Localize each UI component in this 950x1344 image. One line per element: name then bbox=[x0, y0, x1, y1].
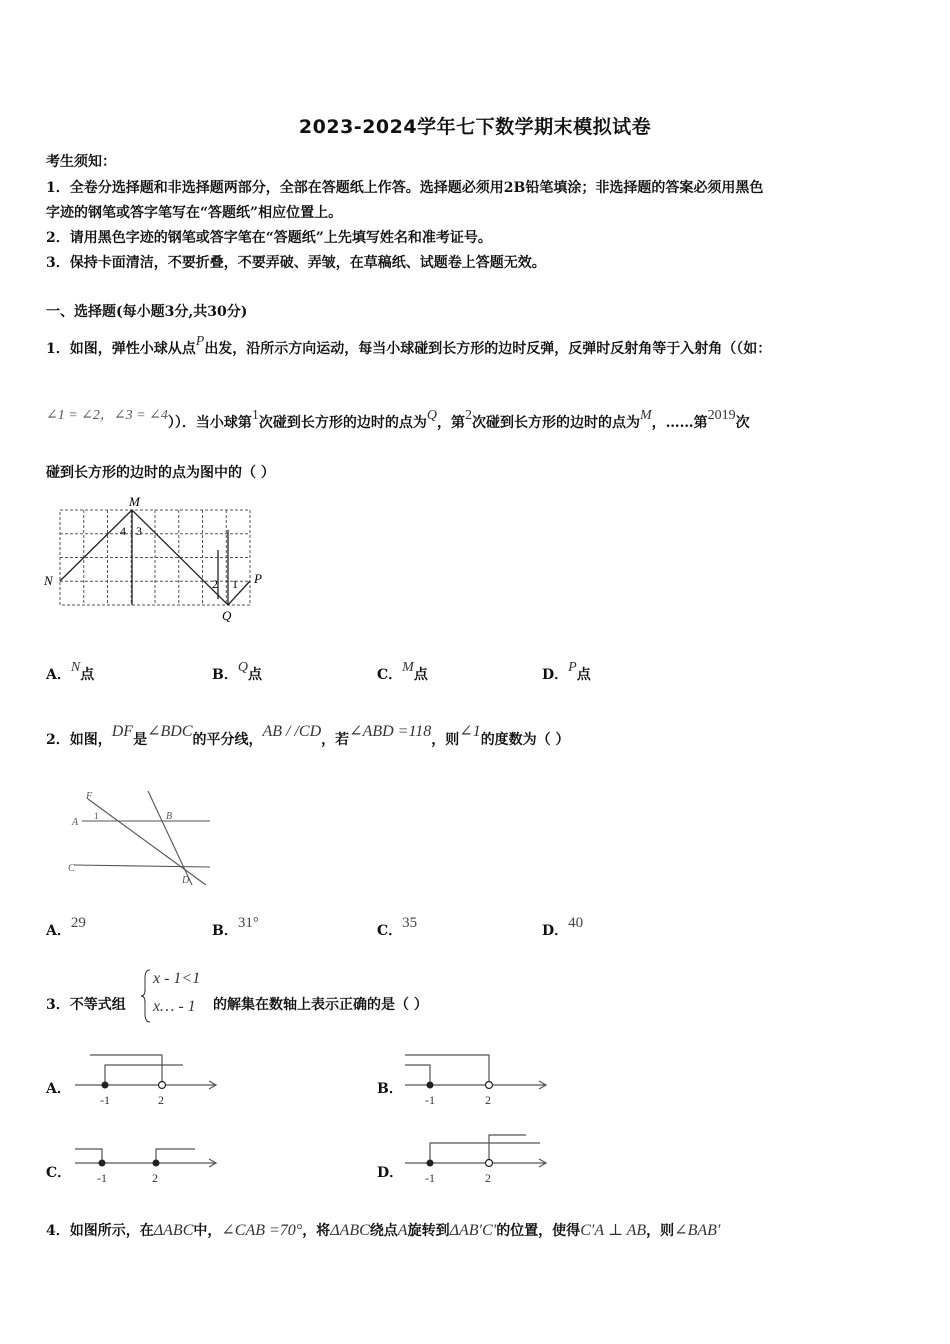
q1-line-2: ∠1 = ∠2，∠3 = ∠4））．当小球第1次碰到长方形的边时的点为Q，第2次碰到长方形的边时的点为M，……第2019次 bbox=[46, 408, 750, 431]
notice-line-3: 2．请用黑色字迹的钢笔或答字笔在“答题纸”上先填写姓名和准考证号。 bbox=[46, 230, 492, 246]
q2-option-a[interactable]: A．29 bbox=[46, 915, 86, 939]
notice-line-1: 1．全卷分选择题和非选择题两部分，全部在答题纸上作答。选择题必须用2B铅笔填涂；非选择题的答案必须用黑色 bbox=[46, 180, 764, 196]
svg-text:-1: -1 bbox=[97, 1171, 107, 1185]
q1-option-a[interactable]: A．N点 bbox=[46, 660, 95, 683]
label-M: M bbox=[129, 494, 140, 509]
q1-line-1: 1．如图，弹性小球从点P出发，沿所示方向运动，每当小球碰到长方形的边时反弹，反弹时反射角等于入射角（（如： bbox=[46, 334, 772, 357]
svg-text:-1: -1 bbox=[425, 1171, 435, 1185]
q2-label-C: C bbox=[68, 863, 75, 874]
angle-2: 2 bbox=[212, 577, 218, 591]
svg-text:2: 2 bbox=[485, 1093, 491, 1107]
q2-figure bbox=[60, 785, 220, 895]
q2-label-A: A bbox=[72, 817, 79, 828]
q3-option-c-label[interactable]: C． bbox=[46, 1165, 72, 1181]
q3-option-d-label[interactable]: D． bbox=[377, 1165, 404, 1181]
q1-option-c[interactable]: C．M点 bbox=[377, 660, 428, 683]
svg-text:-1: -1 bbox=[425, 1093, 435, 1107]
q3-option-a-numberline[interactable] bbox=[70, 1045, 230, 1110]
section-heading: 一、选择题(每小题3分,共30分) bbox=[46, 304, 248, 320]
notice-heading: 考生须知： bbox=[46, 154, 116, 170]
notice-line-4: 3．保持卡面清洁，不要折叠，不要弄破、弄皱，在草稿纸、试题卷上答题无效。 bbox=[46, 255, 546, 271]
label-Q: Q bbox=[222, 608, 232, 623]
q2-option-c[interactable]: C．35 bbox=[377, 915, 418, 939]
q2-label-B: B bbox=[166, 811, 173, 822]
q3-inequality-2: x… - 1 bbox=[153, 998, 196, 1015]
q3-brace bbox=[140, 968, 152, 1024]
angle-4: 4 bbox=[120, 524, 126, 538]
q1-option-b[interactable]: B．Q点 bbox=[212, 660, 262, 683]
label-N: N bbox=[44, 573, 53, 588]
q3-prefix: 3．不等式组 bbox=[46, 997, 126, 1013]
q2-option-d[interactable]: D．40 bbox=[542, 915, 584, 939]
q2-line: 2．如图，DF是∠BDC的平分线，AB / /CD，若∠ABD =118，则∠1的度数为（ ） bbox=[46, 723, 570, 748]
page-title: 2023-2024学年七下数学期末模拟试卷 bbox=[298, 116, 652, 138]
svg-text:2: 2 bbox=[158, 1093, 164, 1107]
q3-option-d-numberline[interactable] bbox=[400, 1125, 560, 1195]
q3-inequality-1: x - 1<1 bbox=[153, 970, 201, 987]
angle-3: 3 bbox=[136, 524, 142, 538]
q4-line: 4．如图所示，在ΔABC中，∠CAB =70°，将ΔABC绕点A旋转到ΔAB′C′的位置，使得C′A ⊥ AB，则∠BAB′ bbox=[46, 1222, 721, 1239]
q2-angle-1: 1 bbox=[94, 811, 99, 821]
svg-text:2: 2 bbox=[485, 1171, 491, 1185]
svg-text:2: 2 bbox=[152, 1171, 158, 1185]
q3-suffix: 的解集在数轴上表示正确的是（ ） bbox=[213, 997, 428, 1013]
q2-label-D: D bbox=[182, 875, 190, 886]
q3-option-b-label[interactable]: B． bbox=[377, 1081, 403, 1097]
svg-text:-1: -1 bbox=[100, 1093, 110, 1107]
q3-option-c-numberline[interactable] bbox=[70, 1135, 230, 1195]
q1-line-3: 碰到长方形的边时的点为图中的（ ） bbox=[46, 465, 275, 481]
label-P: P bbox=[254, 571, 262, 586]
q3-option-a-label[interactable]: A． bbox=[46, 1081, 71, 1097]
angle-1: 1 bbox=[232, 577, 238, 591]
q3-option-b-numberline[interactable] bbox=[400, 1045, 560, 1110]
notice-line-2: 字迹的钢笔或答字笔写在“答题纸”相应位置上。 bbox=[46, 205, 343, 221]
q2-label-F: F bbox=[86, 791, 93, 802]
q1-option-d[interactable]: D．P点 bbox=[542, 660, 591, 683]
q2-option-b[interactable]: B．31° bbox=[212, 915, 259, 939]
q1-figure bbox=[40, 490, 280, 625]
